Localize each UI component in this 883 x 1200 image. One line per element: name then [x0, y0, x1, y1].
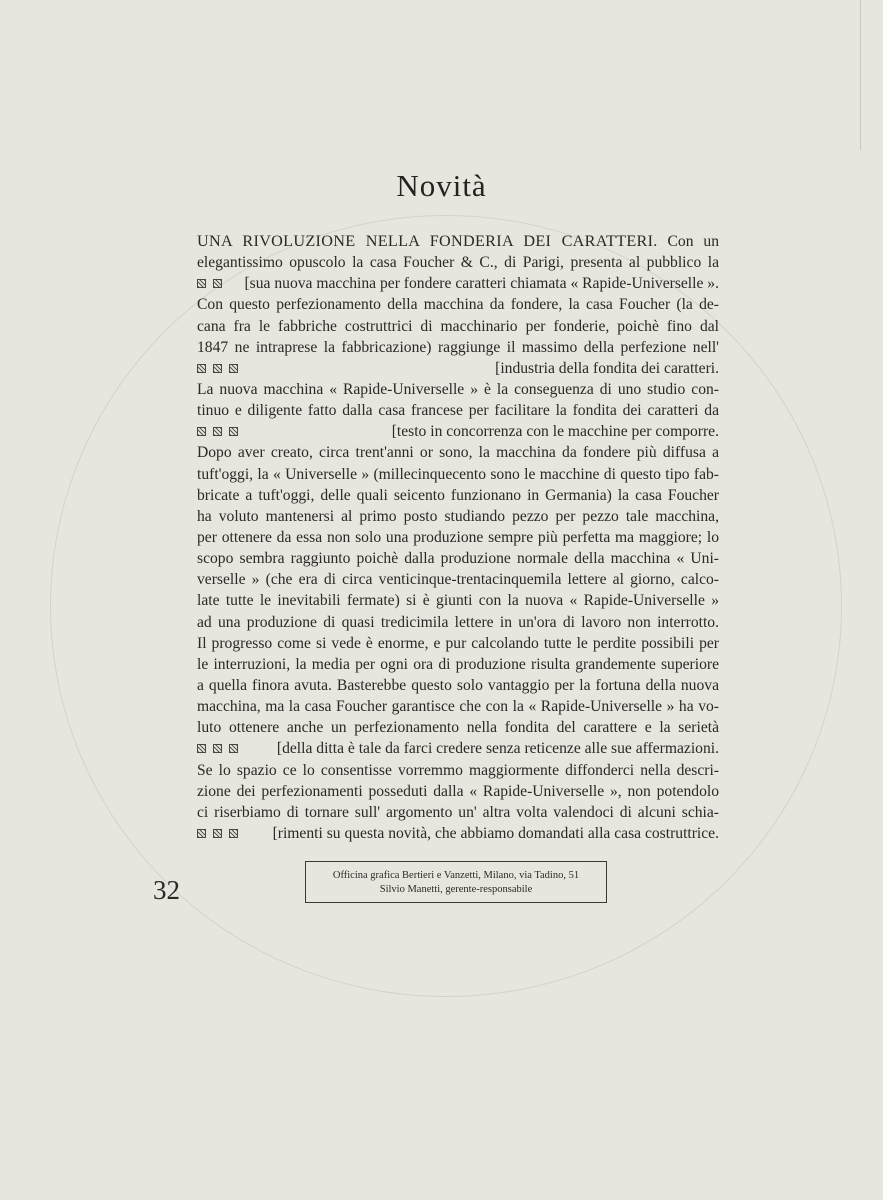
article-line — [197, 633, 719, 654]
article-line-text: [della ditta è tale da farci credere senza reticenze alle sue affermazioni. — [276, 740, 719, 758]
article-line-text: le interruzioni, la media per ogni ora di produzione risulta grandemente superiore — [197, 655, 719, 673]
article-headline: UNA RIVOLUZIONE NELLA FONDERIA DEI CARATTERI. — [197, 232, 658, 250]
article-line — [197, 231, 719, 252]
ornament-square-icon — [229, 364, 238, 373]
article-line — [197, 464, 719, 485]
article-line — [197, 569, 719, 590]
article-line — [197, 717, 719, 738]
article-line — [197, 358, 719, 379]
page-title: Novità — [396, 168, 487, 203]
imprint-printer: Officina grafica Bertieri e Vanzetti, Milano, via Tadino, 51 — [332, 870, 580, 881]
article-line — [197, 802, 719, 823]
article-line-text: Con un — [657, 233, 719, 250]
article-line-text: cana fra le fabbriche costruttrici di macchinario per fonderie, poichè fino dal — [197, 317, 719, 335]
article-line — [197, 442, 719, 463]
article-line-text: zione dei perfezionamenti posseduti dalla « Rapide-Universelle », non potendolo — [197, 782, 719, 800]
article-line — [197, 590, 719, 611]
ornament-marks — [197, 427, 238, 436]
article-line-text: [industria della fondita dei caratteri. — [495, 359, 719, 377]
article-line-text: ci riserbiamo di tornare sull' argomento un' altra volta valendoci di alcuni schia- — [197, 803, 719, 821]
article-line — [197, 760, 719, 781]
article-line-text: luto ottenere anche un perfezionamento nella fondita del carattere e la serietà — [197, 719, 719, 737]
article-line — [197, 696, 719, 717]
page-number: 32 — [153, 875, 180, 905]
imprint-manager: Silvio Manetti, gerente-responsabile — [379, 884, 533, 895]
article-line — [197, 294, 719, 315]
article-line — [197, 506, 719, 527]
ornament-marks — [197, 279, 222, 288]
article-line — [197, 252, 719, 273]
article-line — [197, 273, 719, 294]
ornament-square-icon — [229, 427, 238, 436]
ornament-marks — [197, 829, 238, 838]
article-line-text: late tutte le inevitabili fermate) si è giunti con la nuova « Rapide-Universelle » — [197, 592, 719, 610]
article-line — [197, 548, 719, 569]
article-line — [197, 738, 719, 759]
article-line-text: scopo sembra raggiunto poichè dalla produzione normale della macchina « Uni- — [197, 550, 719, 568]
ornament-square-icon — [213, 364, 222, 373]
article-line-text: elegantissimo opuscolo la casa Foucher & C., di Parigi, presenta al pubblico la — [197, 254, 719, 272]
article-body — [197, 231, 719, 844]
article-line-text: [rimenti su questa novità, che abbiamo domandati alla casa costruttrice. — [272, 824, 719, 842]
article-line-text: [testo in concorrenza con le macchine per comporre. — [391, 423, 719, 441]
ornament-square-icon — [229, 744, 238, 753]
article-line — [197, 823, 719, 844]
ornament-marks — [197, 364, 238, 373]
article-line-text: per ottenere da essa non solo una produzione sempre più perfetta ma maggiore; lo — [197, 528, 719, 546]
article-line-text: [sua nuova macchina per fondere caratteri chiamata « Rapide-Universelle ». — [244, 275, 719, 293]
ornament-marks — [197, 744, 238, 753]
article-line-text: bricate a tuft'oggi, delle quali seicento funzionano in Germania) la casa Foucher — [197, 486, 719, 504]
ornament-square-icon — [197, 744, 206, 753]
article-line-text: Dopo aver creato, circa trent'anni or sono, la macchina da fondere più diffusa a — [197, 444, 719, 462]
article-line-text: verselle » (che era di circa venticinque-trentacinquemila lettere al giorno, calco- — [197, 571, 719, 589]
article-line-text: a quella finora avuta. Basterebbe questo solo vantaggio per la fortuna della nuova — [197, 676, 719, 694]
article-line — [197, 316, 719, 337]
article-line — [197, 400, 719, 421]
ornament-square-icon — [229, 829, 238, 838]
article-line — [197, 379, 719, 400]
article-line-text: tinuo e diligente fatto dalla casa francese per facilitare la fondita dei caratteri da — [197, 402, 719, 420]
article-line-text: ad una produzione di quasi tredicimila lettere in un'ora di lavoro non interrotto. — [197, 613, 719, 631]
article-line-text: La nuova macchina « Rapide-Universelle » è la conseguenza di uno studio con- — [197, 380, 719, 398]
article-line-text: Se lo spazio ce lo consentisse vorremmo maggiormente diffonderci nella descri- — [197, 761, 719, 779]
ornament-square-icon — [197, 829, 206, 838]
article-line-text: macchina, ma la casa Foucher garantisce che con la « Rapide-Universelle » ha vo- — [197, 698, 719, 716]
page-edge-line — [860, 0, 861, 150]
ornament-square-icon — [213, 829, 222, 838]
ornament-square-icon — [213, 427, 222, 436]
article-line-text: ha voluto mantenersi al primo posto studiando pezzo per pezzo tale macchina, — [197, 507, 719, 525]
article-line-text: tuft'oggi, la « Universelle » (millecinquecento sono le macchine di questo tipo fab- — [197, 465, 719, 483]
article-line-text: Il progresso come si vede è enorme, e pur calcolando tutte le perdite possibili per — [197, 634, 719, 652]
ornament-square-icon — [197, 364, 206, 373]
imprint-box — [305, 861, 607, 903]
article-line — [197, 654, 719, 675]
article-line-text: Con questo perfezionamento della macchina da fondere, la casa Foucher (la de- — [197, 296, 719, 314]
ornament-square-icon — [213, 279, 222, 288]
ornament-square-icon — [197, 427, 206, 436]
article-line — [197, 527, 719, 548]
article-line — [197, 675, 719, 696]
article-line — [197, 781, 719, 802]
ornament-square-icon — [213, 744, 222, 753]
article-line-text: 1847 ne intraprese la fabbricazione) raggiunge il massimo della perfezione nell' — [197, 338, 719, 356]
article-line — [197, 612, 719, 633]
ornament-square-icon — [197, 279, 206, 288]
article-line — [197, 421, 719, 442]
article-line — [197, 337, 719, 358]
article-line — [197, 485, 719, 506]
